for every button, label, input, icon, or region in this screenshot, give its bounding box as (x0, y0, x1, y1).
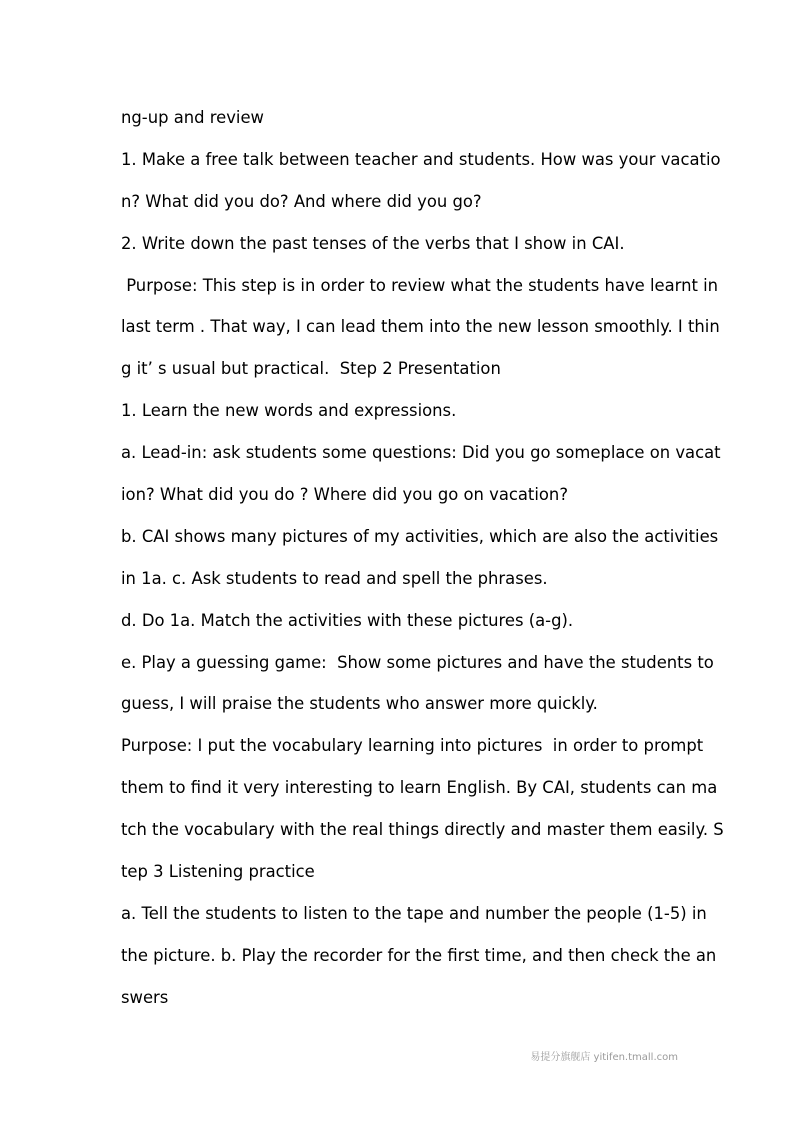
text-line: Purpose: I put the vocabulary learning into pictures in order to prompt (121, 736, 704, 756)
text-line: n? What did you do? And where did you go? (121, 191, 482, 211)
text-line: 2. Write down the past tenses of the verbs that I show in CAI. (121, 233, 625, 253)
text-line: 1. Learn the new words and expressions. (121, 401, 457, 421)
footer-watermark: 易提分旗舰店 yitifen.tmall.com (530, 1052, 678, 1063)
text-line: tch the vocabulary with the real things directly and master them easily. S (121, 820, 724, 840)
text-line: a. Tell the students to listen to the tape and number the people (1-5) in (121, 903, 707, 923)
text-line: e. Play a guessing game: Show some pictures and have the students to (121, 652, 714, 672)
text-line: a. Lead-in: ask students some questions: Did you go someplace on vacat (121, 443, 721, 463)
text-line: ng-up and review (121, 108, 264, 127)
text-line: them to find it very interesting to learn English. By CAI, students can ma (121, 778, 718, 798)
text-line: in 1a. c. Ask students to read and spell the phrases. (121, 568, 548, 588)
text-line: ion? What did you do ? Where did you go on vacation? (121, 485, 569, 505)
text-line: Purpose: This step is in order to review what the students have learnt in (121, 275, 719, 295)
text-line: the picture. b. Play the recorder for the first time, and then check the an (121, 945, 717, 965)
text-line: d. Do 1a. Match the activities with these pictures (a-g). (121, 610, 574, 630)
text-line: tep 3 Listening practice (121, 862, 315, 882)
text-line: swers (121, 987, 169, 1007)
text-line: g it’ s usual but practical. Step 2 Presentation (121, 359, 501, 379)
text-line: b. CAI shows many pictures of my activities, which are also the activities (121, 526, 719, 546)
text-line: last term . That way, I can lead them into the new lesson smoothly. I thin (121, 317, 720, 337)
text-line: guess, I will praise the students who answer more quickly. (121, 694, 598, 714)
text-line: 1. Make a free talk between teacher and students. How was your vacatio (121, 149, 721, 169)
document-body (121, 97, 724, 1019)
